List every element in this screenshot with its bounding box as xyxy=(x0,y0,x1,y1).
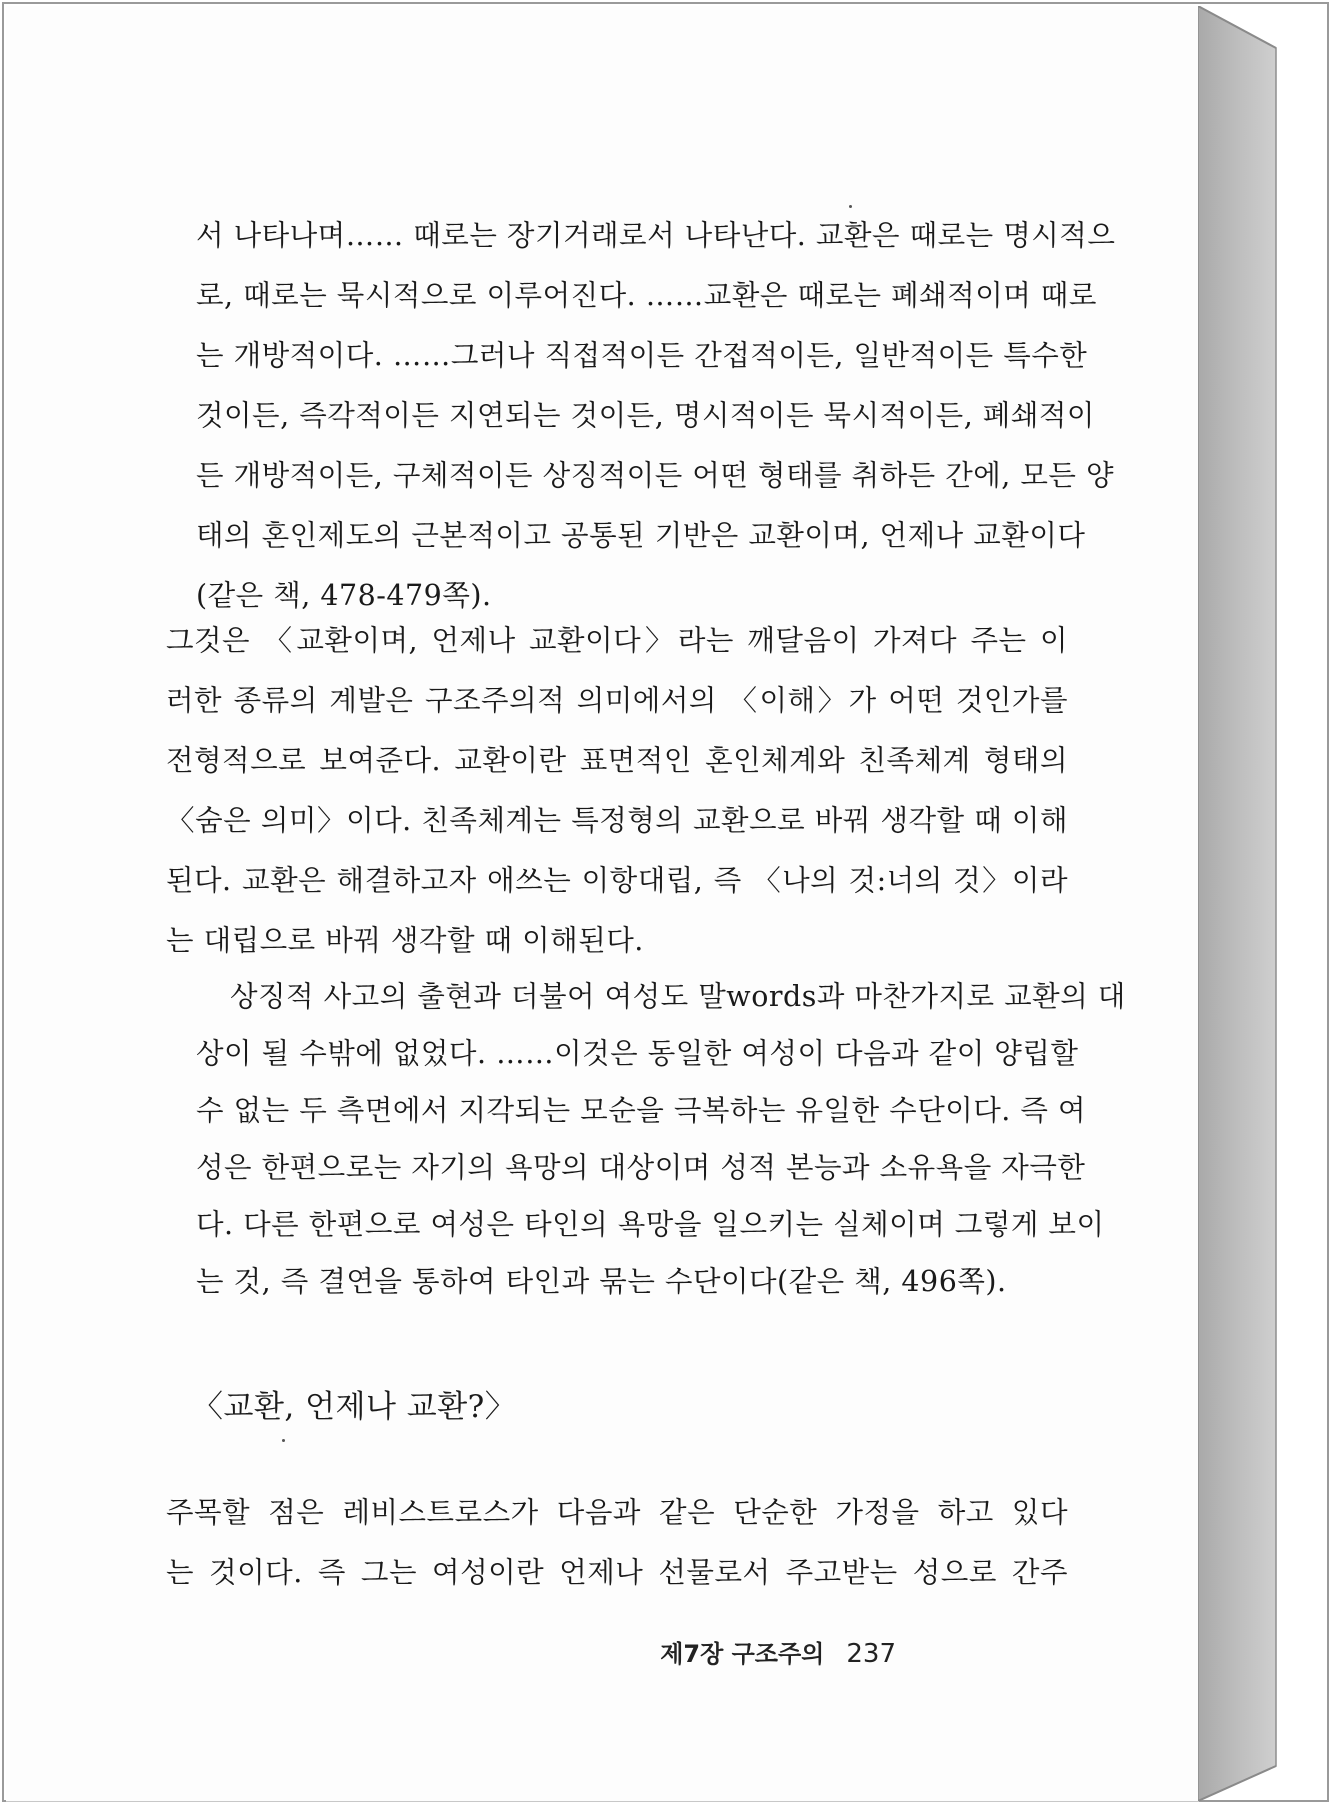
text-line: 상이 될 수밖에 없었다. ……이것은 동일한 여성이 다음과 같이 양립할 xyxy=(196,1037,1079,1070)
text-line: 수 없는 두 측면에서 지각되는 모순을 극복하는 유일한 수단이다. 즉 여 xyxy=(196,1094,1087,1127)
text-line: 다. 다른 한편으로 여성은 타인의 욕망을 일으키는 실체이며 그렇게 보이 xyxy=(196,1208,1105,1241)
speck-mark xyxy=(282,1439,285,1442)
book-page xyxy=(6,6,1199,1802)
text-line: 전형적으로 보여준다. 교환이란 표면적인 혼인체계와 친족체계 형태의 xyxy=(166,744,1068,777)
text-line: 〈숨은 의미〉이다. 친족체계는 특정형의 교환으로 바꿔 생각할 때 이해 xyxy=(166,804,1068,837)
text-line: 든 개방적이든, 구체적이든 상징적이든 어떤 형태를 취하든 간에, 모든 양 xyxy=(196,459,1115,492)
text-line: 태의 혼인제도의 근본적이고 공통된 기반은 교환이며, 언제나 교환이다 xyxy=(196,519,1086,552)
text-line: 성은 한편으로는 자기의 욕망의 대상이며 성적 본능과 소유욕을 자극한 xyxy=(196,1151,1086,1184)
page-footer xyxy=(660,1634,896,1674)
text-line: (같은 책, 478-479쪽). xyxy=(196,579,492,612)
book-edge xyxy=(1198,6,1280,1801)
text-line: 것이든, 즉각적이든 지연되는 것이든, 명시적이든 묵시적이든, 폐쇄적이 xyxy=(196,399,1095,432)
text-line: 상징적 사고의 출현과 더불어 여성도 말words과 마찬가지로 교환의 대 xyxy=(230,980,1126,1013)
section-heading: 〈교환, 언제나 교환?〉 xyxy=(192,1389,517,1425)
text-line: 서 나타나며…… 때로는 장기거래로서 나타난다. 교환은 때로는 명시적으 xyxy=(196,219,1116,252)
text-line: 주목할 점은 레비스트로스가 다음과 같은 단순한 가정을 하고 있다 xyxy=(166,1496,1068,1529)
text-line: 는 것, 즉 결연을 통하여 타인과 묶는 수단이다(같은 책, 496쪽). xyxy=(196,1265,1007,1298)
text-line: 로, 때로는 묵시적으로 이루어진다. ……교환은 때로는 폐쇄적이며 때로 xyxy=(196,279,1097,312)
speck-mark xyxy=(849,205,852,208)
text-line: 는 개방적이다. ……그러나 직접적이든 간접적이든, 일반적이든 특수한 xyxy=(196,339,1088,372)
text-line: 는 것이다. 즉 그는 여성이란 언제나 선물로서 주고받는 성으로 간주 xyxy=(166,1556,1068,1589)
text-line: 그것은 〈교환이며, 언제나 교환이다〉라는 깨달음이 가져다 주는 이 xyxy=(166,624,1068,657)
text-line: 러한 종류의 계발은 구조주의적 의미에서의 〈이해〉가 어떤 것인가를 xyxy=(166,684,1068,717)
text-line: 된다. 교환은 해결하고자 애쓰는 이항대립, 즉 〈나의 것:너의 것〉이라 xyxy=(166,864,1068,897)
text-line: 는 대립으로 바꿔 생각할 때 이해된다. xyxy=(166,924,644,957)
page-number: 237 xyxy=(846,1639,896,1669)
chapter-label: 제7장 구조주의 xyxy=(660,1640,825,1668)
